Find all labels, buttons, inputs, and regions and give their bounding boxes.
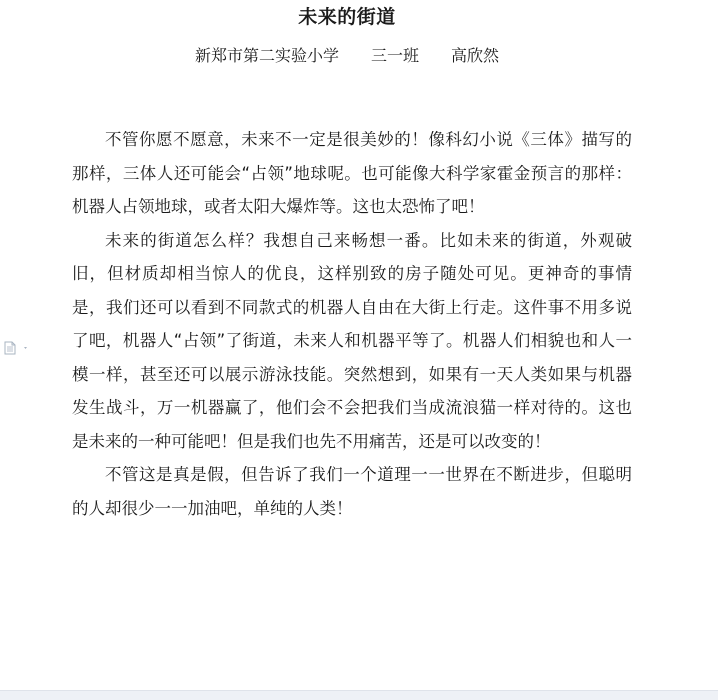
page-title: 未来的街道 [298, 6, 396, 28]
document-comment-icon[interactable] [4, 340, 30, 354]
author-line: 新郑市第二实验小学 三一班 高欣然 [194, 46, 499, 65]
paragraph-3: 不管这是真是假，但告诉了我们一个道理一一世界在不断进步，但聪明的人却很少一一加油吧，单纯的人类！ [72, 465, 632, 518]
paragraph-1: 不管你愿不愿意，未来不一定是很美妙的！像科幻小说《三体》描写的那样，三体人还可能会“占领”地球呢。也可能像大科学家霍金预言的那样：机器人占领地球，或者太阳大爆炸等。这也太恐怖了吧！ [72, 130, 632, 216]
paragraph-2: 未来的街道怎么样？我想自己来畅想一番。比如未来的街道，外观破旧，但材质却相当惊人的优良，这样别致的房子随处可见。更神奇的事情是，我们还可以看到不同款式的机器人自由在大街上行走。这件事不用多说了吧，机器人“占领”了街道，未来人和机器平等了。机器人们相貌也和人一模一样，甚至还可以展示游泳技能。突然想到，如果有一天人类如果与机器发生战斗，万一机器赢了，他们会不会把我们当成流浪猫一样对待的。这也是未来的一种可能吧！但是我们也先不用痛苦，还是可以改变的！ [72, 230, 632, 451]
document-body [72, 123, 632, 525]
